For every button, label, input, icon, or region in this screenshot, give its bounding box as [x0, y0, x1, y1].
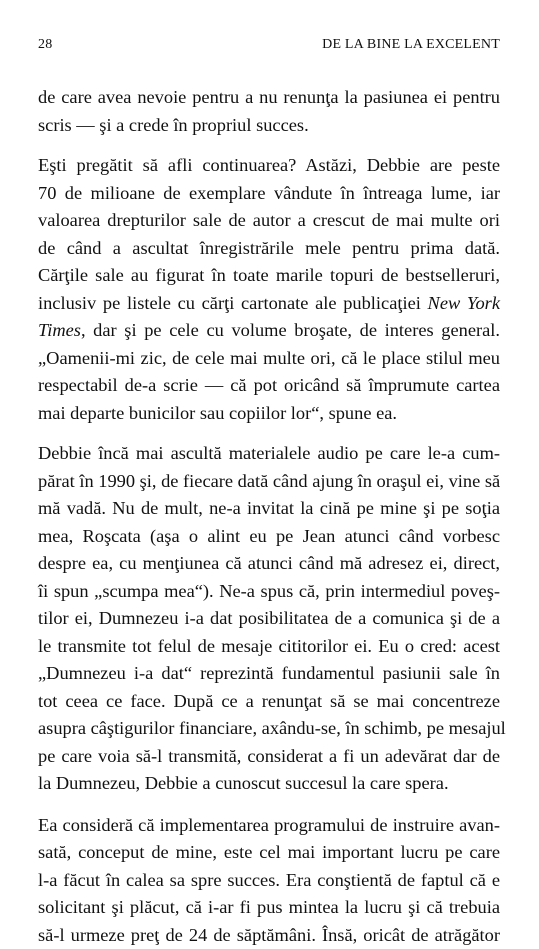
paragraph-3 — [38, 440, 500, 798]
text-line: tilor ei, Dumnezeu i-a dat posibilitatea de a comunica şi de a — [38, 605, 500, 633]
text-run: inclusiv pe listele cu cărţi cartonate ale publicaţiei — [38, 293, 428, 313]
text-line: solicitant şi plăcut, că i-ar fi pus mintea la lucru şi că trebuia — [38, 894, 500, 922]
text-line: să-l urmeze preţ de 24 de săptămâni. Însă, oricât de atrăgător — [38, 922, 500, 949]
text-line: „Dumnezeu i-a dat“ reprezintă fundamentul pasiunii sale în — [38, 660, 500, 688]
text-line: de care avea nevoie pentru a nu renunţa la pasiunea ei pentru — [38, 84, 500, 112]
text-line: valoarea drepturilor sale de autor a crescut de mai multe ori — [38, 207, 500, 235]
text-line: l-a făcut în calea sa spre succes. Era conştientă de faptul că e — [38, 867, 500, 895]
text-line: părat în 1990 şi, de fiecare dată când ajung în oraşul ei, vine să — [38, 468, 500, 496]
text-line: Cărţile sale au figurat în toate marile topuri de bestselleruri, — [38, 262, 500, 290]
text-run: , dar şi pe cele cu volume broşate, de interes general. — [81, 320, 500, 340]
text-line: sată, conceput de mine, este cel mai important lucru pe care — [38, 839, 500, 867]
paragraph-1 — [38, 84, 500, 139]
text-line: respectabil de-a scrie — că pot oricând să împrumute cartea — [38, 372, 500, 400]
text-line — [38, 290, 500, 318]
text-line: Ea consideră că implementarea programului de instruire avan- — [38, 812, 500, 840]
text-line: tot ceea ce face. După ce a renunţat să se mai concentreze — [38, 688, 500, 716]
text-line: 70 de milioane de exemplare vândute în întreaga lume, iar — [38, 180, 500, 208]
text-line: asupra câştigurilor financiare, axându-se, în schimb, pe mesajul — [38, 715, 500, 743]
text-line: la Dumnezeu, Debbie a cunoscut succesul la care spera. — [38, 770, 500, 798]
text-line: le transmite tot felul de mesaje cititorilor ei. Eu o cred: acest — [38, 633, 500, 661]
text-line: despre ea, cu menţiunea că atunci când mă adresez ei, direct, — [38, 550, 500, 578]
text-line: mai departe bunicilor sau copiilor lor“, spune ea. — [38, 400, 500, 428]
page-body — [38, 84, 500, 949]
paragraph-2 — [38, 152, 500, 427]
paragraph-4 — [38, 812, 500, 949]
text-line: de când a ascultat înregistrările mele pentru prima dată. — [38, 235, 500, 263]
publication-title-italic: Times — [38, 320, 81, 340]
text-line: pe care voia să-l transmită, considerat a fi un adevărat dar de — [38, 743, 500, 771]
text-line: „Oamenii-mi zic, de cele mai multe ori, că le place stilul meu — [38, 345, 500, 373]
text-line — [38, 317, 500, 345]
text-line: Debbie încă mai ascultă materialele audio pe care le-a cum- — [38, 440, 500, 468]
text-line: îi spun „scumpa mea“). Ne-a spus că, prin intermediul poveş- — [38, 578, 500, 606]
page-header — [38, 37, 500, 59]
page-number: 28 — [38, 37, 52, 53]
text-line: scris — şi a crede în propriul succes. — [38, 112, 500, 140]
publication-title-italic: New York — [428, 293, 500, 313]
text-line: Eşti pregătit să afli continuarea? Astăzi, Debbie are peste — [38, 152, 500, 180]
text-line: mă vadă. Nu de mult, ne-a invitat la cină pe mine şi pe soţia — [38, 495, 500, 523]
text-line: mea, Roşcata (aşa o alint eu pe Jean atunci când vorbesc — [38, 523, 500, 551]
running-title: DE LA BINE LA EXCELENT — [322, 37, 500, 53]
